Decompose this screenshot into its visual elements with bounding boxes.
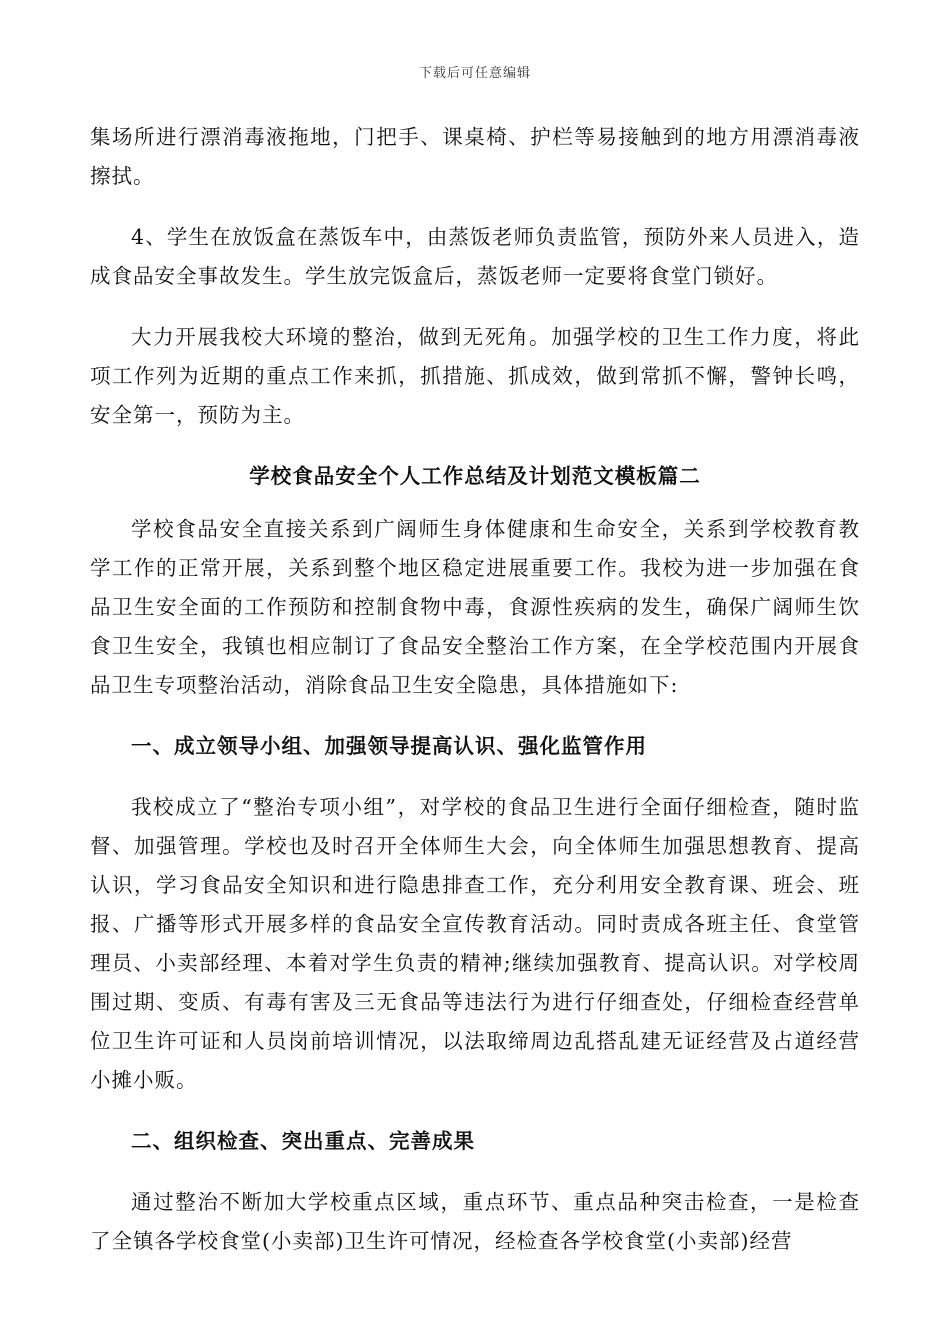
paragraph-4: 学校食品安全直接关系到广阔师生身体健康和生命安全，关系到学校教育教学工作的正常开展，关系到整个地区稳定进展重要工作。我校为进一步加强在食品卫生安全面的工作预防和控制食物中毒，食源性疾病的发生，确保广阔师生饮食卫生安全，我镇也相应制订了食品安全整治工作方案，在全学校范围内开展食品卫生专项整治活动，消除食品卫生安全隐患，具体措施如下: [90, 517, 860, 697]
document-body [90, 118, 860, 1275]
header-note: 下载后可任意编辑 [418, 66, 531, 81]
section-title: 学校食品安全个人工作总结及计划范文模板篇二 [249, 464, 701, 488]
paragraph-6: 通过整治不断加大学校重点区域，重点环节、重点品种突击检查，一是检查了全镇各学校食堂(小卖部)卫生许可情况，经检查各学校食堂(小卖部)经营 [90, 1190, 860, 1253]
paragraph-3: 大力开展我校大环境的整治，做到无死角。加强学校的卫生工作力度，将此项工作列为近期的重点工作来抓，抓措施、抓成效，做到常抓不懈，警钟长鸣，安全第一，预防为主。 [90, 325, 860, 427]
heading-2: 二、组织检查、突出重点、完善成果 [131, 1129, 475, 1153]
heading-1: 一、成立领导小组、加强领导提高认识、强化监管作用 [131, 734, 647, 758]
paragraph-5: 我校成立了“整治专项小组”，对学校的食品卫生进行全面仔细检查，随时监督、加强管理。学校也及时召开全体师生大会，向全体师生加强思想教育、提高认识，学习食品安全知识和进行隐患排查工作，充分利用安全教育课、班会、班报、广播等形式开展多样的食品安全宣传教育活动。同时责成各班主任、食堂管理员、小卖部经理、本着对学生负责的精神;继续加强教育、提高认识。对学校周围过期、变质、有毒有害及三无食品等违法行为进行仔细查处，仔细检查经营单位卫生许可证和人员岗前培训情况，以法取缔周边乱搭乱建无证经营及占道经营小摊小贩。 [90, 795, 860, 1092]
paragraph-1: 集场所进行漂消毒液拖地，门把手、课桌椅、护栏等易接触到的地方用漂消毒液擦拭。 [90, 125, 860, 188]
paragraph-2: 4、学生在放饭盒在蒸饭车中，由蒸饭老师负责监管，预防外来人员进入，造成食品安全事故发生。学生放完饭盒后，蒸饭老师一定要将食堂门锁好。 [90, 225, 860, 288]
